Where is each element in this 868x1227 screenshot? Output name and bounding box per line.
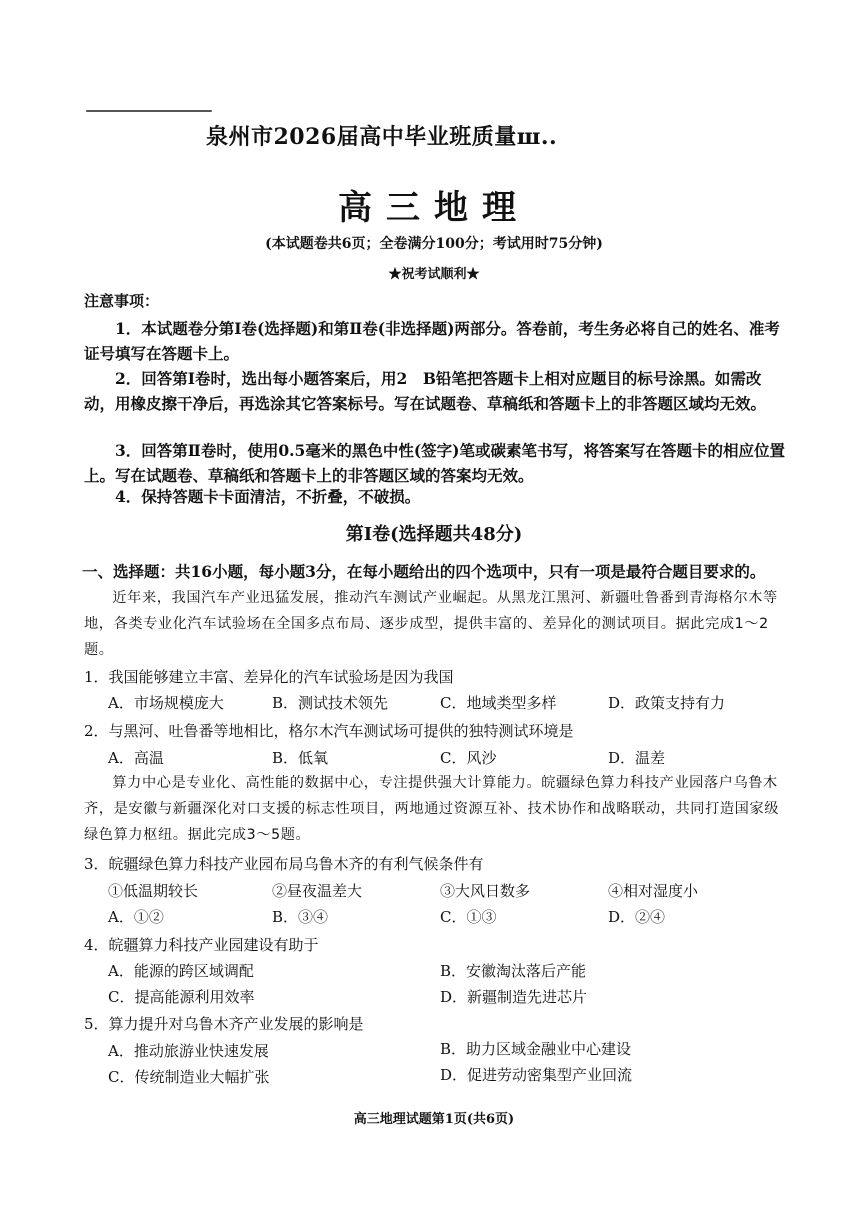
question-3-stem: 3．皖疆绿色算力科技产业园布局乌鲁木齐的有利气候条件有: [84, 855, 484, 873]
page-footer: 高三地理试题第1页(共6页): [353, 1112, 515, 1127]
notice-item-4: 4．保持答题卡卡面清洁，不折叠，不破损。: [115, 487, 421, 506]
question-3-statement-4: ④相对湿度小: [608, 882, 699, 900]
passage-2: 算力中心是专业化、高性能的数据中心，专注提供强大计算能力。皖疆绿色算力科技产业园落户乌鲁木齐，是安徽与新疆深化对口支援的标志性项目，两地通过资源互补、技术协作和战略联动，共同打造国家级绿色算力枢纽。据此完成3～5题。: [84, 775, 780, 843]
question-5-option-c: C．传统制造业大幅扩张: [108, 1068, 270, 1086]
good-luck-line: ★祝考试顺利★: [388, 267, 480, 282]
question-3-option-d: D．②④: [608, 908, 666, 926]
question-2-option-d: D．温差: [608, 749, 666, 767]
scan-artifact-line: [86, 110, 212, 112]
question-3-statement-3: ③大风日数多: [440, 882, 531, 900]
notice-item-3: 3．回答第Ⅱ卷时，使用0.5毫米的黑色中性(签字)笔或碳素笔书写，将答案写在答题卡的相应位置上。写在试题卷、草稿纸和答题卡上的非答题区域的答案均无效。: [84, 441, 785, 485]
exam-meta: (本试题卷共6页；全卷满分100分；考试用时75分钟): [265, 236, 603, 252]
question-3-option-a: A．①②: [108, 908, 164, 926]
question-2-option-a: A．高温: [108, 749, 164, 767]
question-1-stem: 1．我国能够建立丰富、差异化的汽车试验场是因为我国: [84, 668, 454, 686]
question-3-statement-2: ②昼夜温差大: [272, 882, 363, 900]
question-2-option-b: B．低氧: [272, 749, 329, 767]
question-4-option-a: A．能源的跨区域调配: [108, 962, 254, 980]
notice-item-1: 1．本试题卷分第Ⅰ卷(选择题)和第Ⅱ卷(非选择题)两部分。答卷前，考生务必将自己的姓名、准考证号填写在答题卡上。: [84, 319, 780, 363]
part-heading: 一、选择题：共16小题，每小题3分，在每小题给出的四个选项中，只有一项是最符合题目要求的。: [82, 562, 766, 581]
question-5-option-d: D．促进劳动密集型产业回流: [440, 1066, 633, 1084]
question-3-option-c: C．①③: [440, 908, 497, 926]
question-4-option-d: D．新疆制造先进芯片: [440, 988, 588, 1006]
notice-heading: 注意事项：: [84, 292, 160, 310]
question-1-option-c: C．地域类型多样: [440, 694, 557, 712]
question-4-stem: 4．皖疆算力科技产业园建设有助于: [84, 936, 319, 954]
question-1-option-a: A．市场规模庞大: [108, 694, 224, 712]
question-5-option-b: B．助力区域金融业中心建设: [440, 1040, 632, 1058]
question-2-option-c: C．风沙: [440, 749, 497, 767]
notice-item-2: 2．回答第Ⅰ卷时，选出每小题答案后，用2 B铅笔把答题卡上相对应题目的标号涂黑。如需改动，用橡皮擦干净后，再选涂其它答案标号。写在试题卷、草稿纸和答题卡上的非答题区域均无效。: [84, 369, 767, 413]
question-4-option-b: B．安徽淘汰落后产能: [440, 962, 587, 980]
question-4-option-c: C．提高能源利用效率: [108, 988, 255, 1006]
exam-header-title: 泉州市2026届高中毕业班质量ш..: [206, 124, 558, 150]
question-1-option-b: B．测试技术领先: [272, 694, 389, 712]
passage-1: 近年来，我国汽车产业迅猛发展，推动汽车测试产业崛起。从黑龙江黑河、新疆吐鲁番到青海格尔木等地，各类专业化汽车试验场在全国多点布局、逐步成型，提供丰富的、差异化的测试项目。据此完成1～2题。: [84, 590, 778, 658]
question-2-stem: 2．与黑河、吐鲁番等地相比，格尔木汽车测试场可提供的独特测试环境是: [84, 722, 574, 740]
question-5-option-a: A．推动旅游业快速发展: [108, 1042, 269, 1060]
question-5-stem: 5．算力提升对乌鲁木齐产业发展的影响是: [84, 1015, 364, 1033]
subject-title: 高三地理: [338, 188, 530, 228]
question-3-option-b: B．③④: [272, 908, 329, 926]
question-3-statement-1: ①低温期较长: [108, 882, 199, 900]
section-title: 第Ⅰ卷(选择题共48分): [345, 524, 523, 545]
question-1-option-d: D．政策支持有力: [608, 694, 726, 712]
